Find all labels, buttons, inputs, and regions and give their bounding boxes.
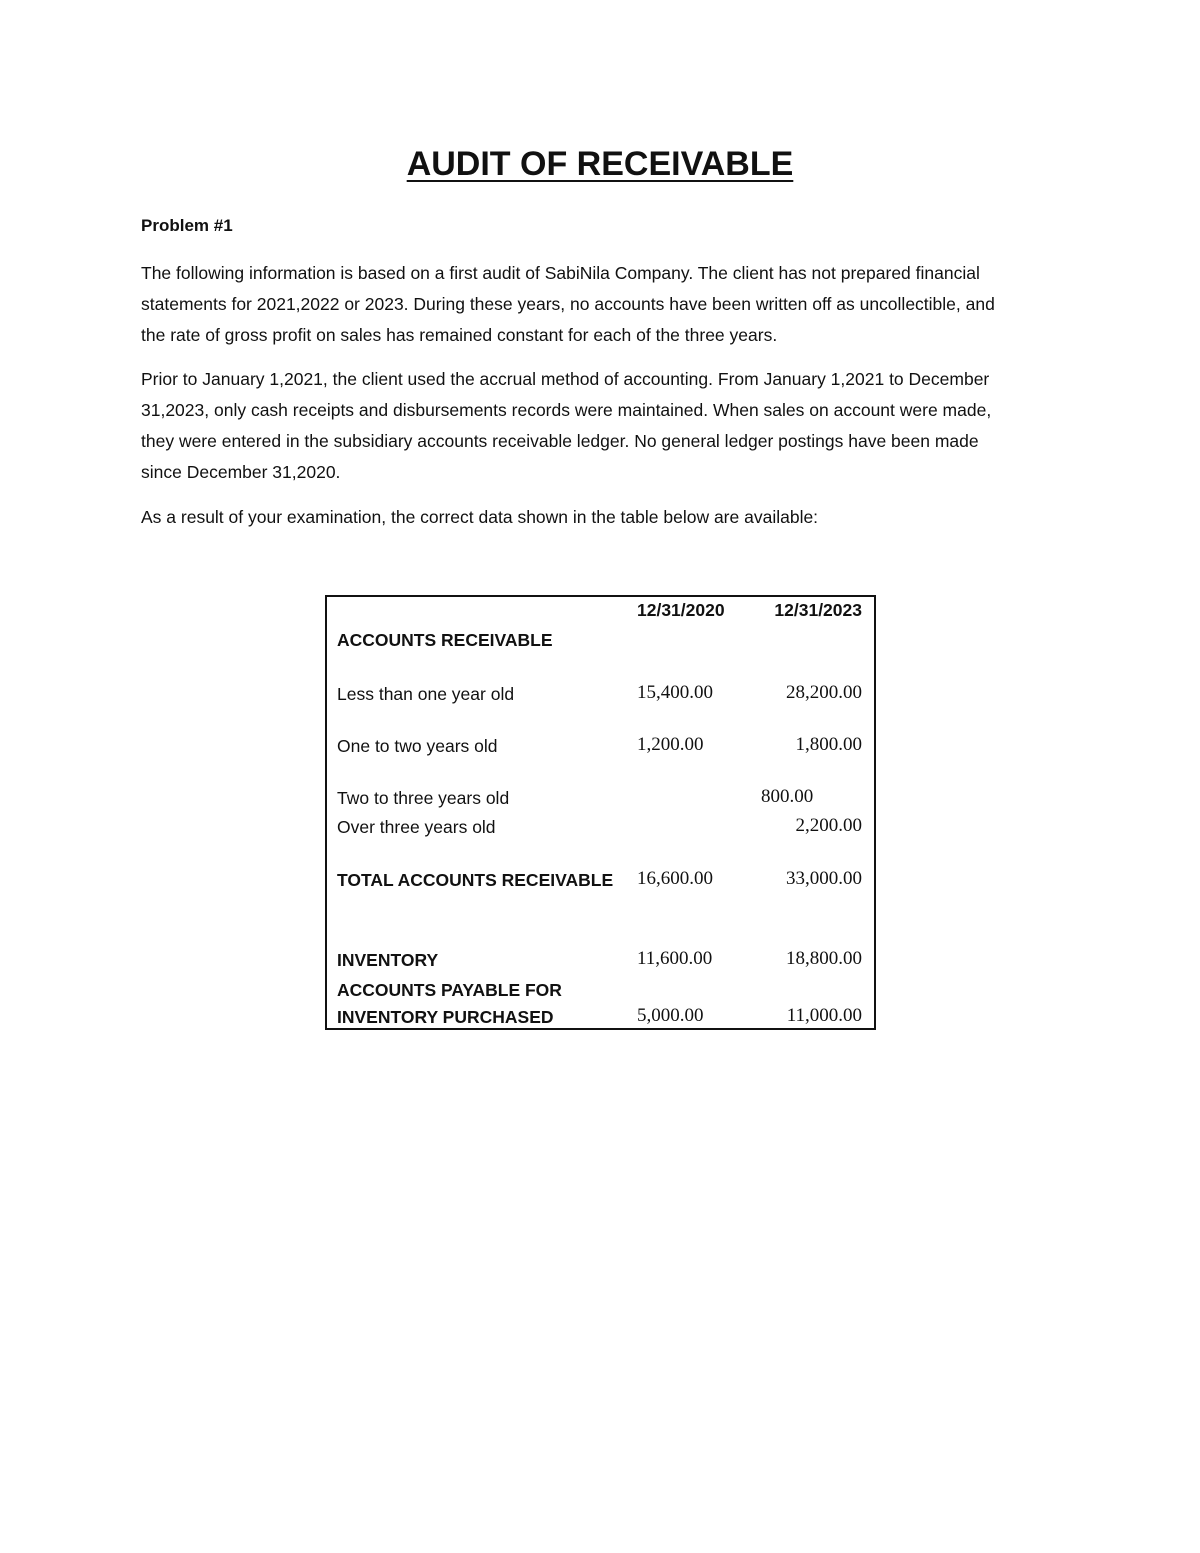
examination-paragraph: As a result of your examination, the correct data shown in the table below are available: bbox=[141, 507, 819, 527]
background-paragraph: Prior to January 1,2021, the client used the accrual method of accounting. From January 1,2021 to December 31,2023, only cash receipts and disbursements records were maintained. When sales on account were made, they were entered in the subsidiary accounts receivable ledger. No general ledger postings have been made since December 31,2020. bbox=[141, 369, 992, 482]
row-label-two-to-three-years: Two to three years old bbox=[337, 788, 510, 808]
column-header-2020: 12/31/2020 bbox=[637, 600, 725, 620]
value-2020-less-than-one-year: 15,400.00 bbox=[637, 682, 713, 703]
value-2023-accounts-payable: 11,000.00 bbox=[786, 1005, 862, 1026]
intro-paragraph: The following information is based on a first audit of SabiNila Company. The client has not prepared financial statements for 2021,2022 or 2023. During these years, no accounts have been written off as uncollectible, and the rate of gross profit on sales has remained constant for each of the three years. bbox=[141, 263, 995, 345]
row-label-inventory: INVENTORY bbox=[337, 950, 439, 970]
value-2020-inventory: 11,600.00 bbox=[637, 948, 713, 969]
value-2020-accounts-payable: 5,000.00 bbox=[637, 1005, 704, 1026]
receivables-data-table bbox=[325, 595, 876, 1030]
problem-label: Problem #1 bbox=[141, 216, 233, 235]
value-2023-one-to-two-years: 1,800.00 bbox=[795, 734, 862, 755]
row-label-less-than-one-year: Less than one year old bbox=[337, 684, 515, 704]
value-2023-two-to-three-years: 800.00 bbox=[761, 786, 814, 807]
row-label-total-accounts-receivable: TOTAL ACCOUNTS RECEIVABLE bbox=[337, 870, 614, 890]
value-2020-one-to-two-years: 1,200.00 bbox=[637, 734, 704, 755]
row-label-accounts-payable-line1: ACCOUNTS PAYABLE FOR bbox=[337, 980, 562, 1000]
row-label-one-to-two-years: One to two years old bbox=[337, 736, 498, 756]
row-label-accounts-payable-line2: INVENTORY PURCHASED bbox=[337, 1007, 554, 1027]
value-2023-inventory: 18,800.00 bbox=[786, 948, 862, 969]
column-header-2023: 12/31/2023 bbox=[774, 600, 862, 620]
value-2023-over-three-years: 2,200.00 bbox=[795, 815, 862, 836]
section-heading-accounts-receivable: ACCOUNTS RECEIVABLE bbox=[337, 630, 553, 650]
value-2023-less-than-one-year: 28,200.00 bbox=[786, 682, 862, 703]
row-label-over-three-years: Over three years old bbox=[337, 817, 496, 837]
page-title: AUDIT OF RECEIVABLE bbox=[406, 145, 794, 183]
value-2020-total-accounts-receivable: 16,600.00 bbox=[637, 868, 713, 889]
value-2023-total-accounts-receivable: 33,000.00 bbox=[786, 868, 862, 889]
